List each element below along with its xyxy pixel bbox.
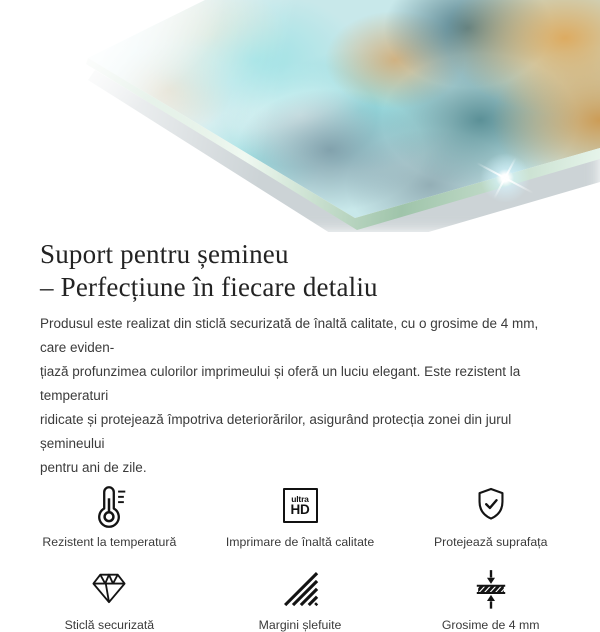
thickness-icon	[469, 565, 513, 611]
thermometer-icon	[86, 482, 132, 528]
description-line: Produsul este realizat din sticlă securizată de înaltă calitate, cu o grosime de 4 mm, care eviden-	[40, 316, 539, 355]
product-image	[0, 0, 600, 232]
feature-label: Rezistent la temperatură	[42, 535, 177, 549]
feature-thickness	[395, 565, 586, 632]
description-line: ridicate și protejează împotriva deteriorărilor, asigurând protecția zonei din jurul șemineului	[40, 412, 512, 451]
product-description	[40, 312, 560, 480]
feature-polished-edges	[205, 565, 396, 632]
polished-edges-icon	[279, 565, 321, 611]
feature-label: Grosime de 4 mm	[441, 618, 540, 632]
diamond-icon	[87, 565, 131, 611]
description-line: pentru ani de zile.	[40, 460, 147, 475]
feature-label: Margini șlefuite	[258, 618, 342, 632]
shield-check-icon	[469, 482, 513, 528]
feature-grid	[0, 482, 600, 632]
product-description-section	[0, 238, 600, 480]
sparkle-icon	[473, 146, 537, 210]
feature-label: Imprimare de înaltă calitate	[225, 535, 375, 549]
feature-label: Protejează suprafața	[433, 535, 548, 549]
page-title	[40, 238, 560, 304]
page-title-line2: – Perfecțiune în fiecare detaliu	[40, 272, 378, 302]
feature-print-quality	[205, 482, 396, 549]
feature-row-2	[14, 565, 586, 632]
feature-temperature	[14, 482, 205, 549]
feature-tempered-glass	[14, 565, 205, 632]
feature-label: Sticlă securizată	[64, 618, 155, 632]
description-line: țiază profunzimea culorilor imprimeului și oferă un luciu elegant. Este rezistent la temperaturi	[40, 364, 521, 403]
ultra-hd-icon: ultra HD	[283, 482, 318, 528]
page-title-line1: Suport pentru șemineu	[40, 239, 289, 269]
feature-protection	[395, 482, 586, 549]
feature-row-1	[14, 482, 586, 549]
